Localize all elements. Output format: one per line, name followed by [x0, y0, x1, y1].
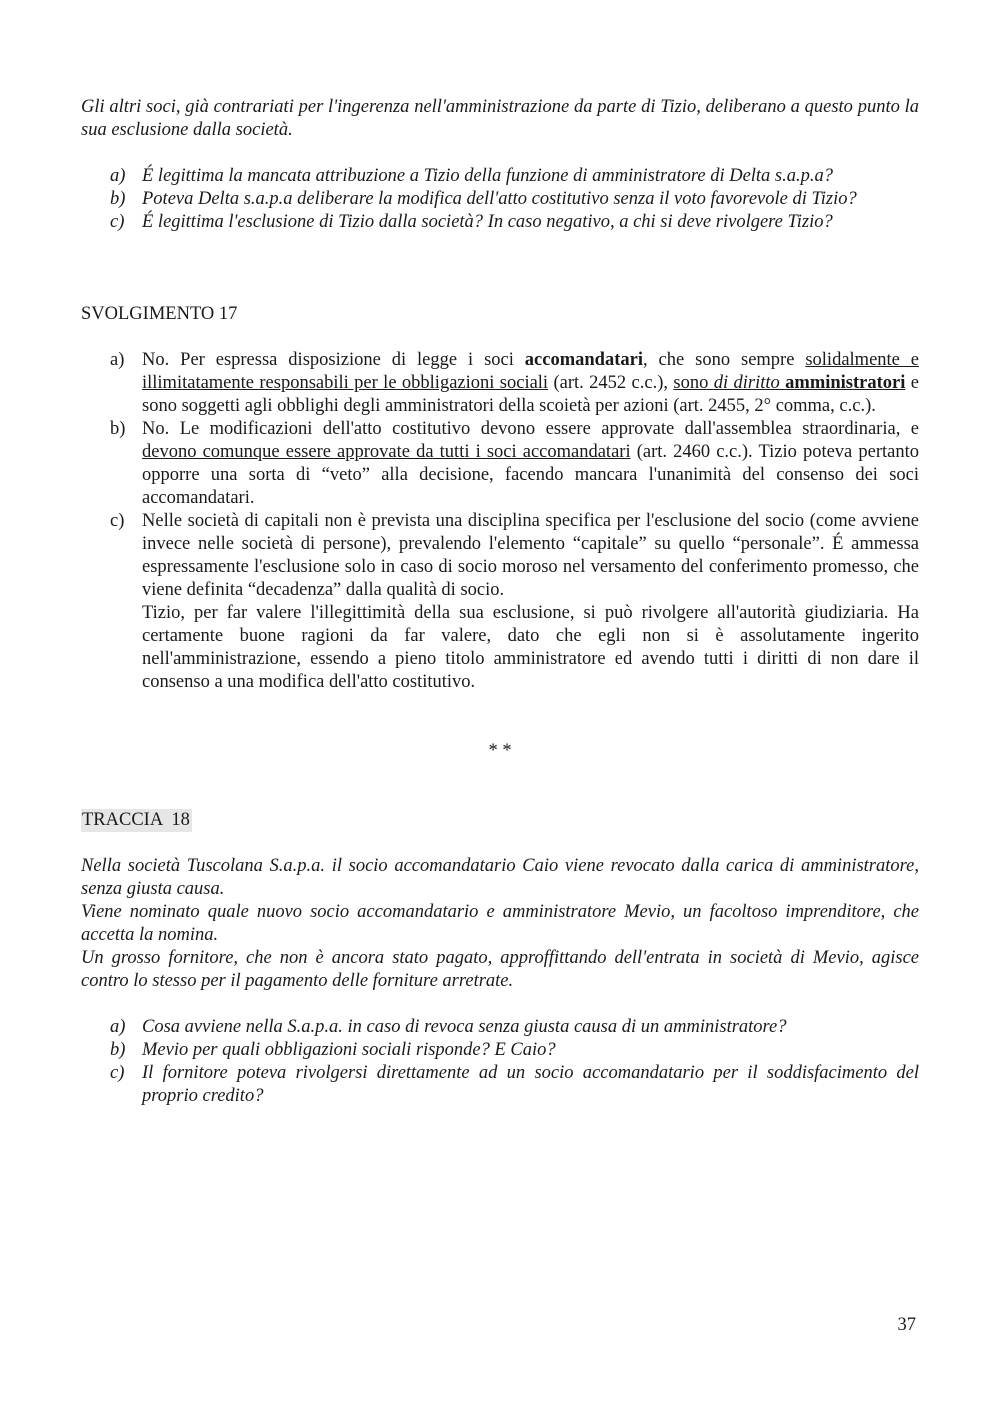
document-page — [81, 96, 919, 1108]
answer-paragraph: Tizio, per far valere l'illegittimità della sua esclusione, si può rivolgere all'autorità giudiziaria. Ha certamente buone ragioni da far valere, dato che egli non si è assolutamente ingerito nell'amministrazione, essendo a pieno titolo amministratore ed avendo tutti i diritti di non dare il consenso a una modifica dell'atto costitutivo. — [142, 603, 919, 692]
bold-term: amministratori — [785, 373, 906, 393]
answer-item-b — [81, 418, 919, 510]
list-marker: b) — [110, 1040, 126, 1060]
question-text: Poteva Delta s.a.p.a deliberare la modifica dell'atto costitutivo senza il voto favorevole di Tizio? — [142, 189, 857, 209]
list-marker: c) — [110, 511, 125, 531]
answer-text: , che sono sempre — [642, 350, 806, 370]
answer-item-a — [81, 349, 919, 418]
traccia-heading — [81, 809, 919, 832]
traccia-paragraph: Viene nominato quale nuovo socio accomandatario e amministratore Mevio, un facoltoso imprenditore, che accetta la nomina. — [81, 902, 919, 945]
list-marker: a) — [110, 1017, 126, 1037]
question-text: Cosa avviene nella S.a.p.a. in caso di revoca senza giusta causa di un amministratore? — [142, 1017, 787, 1037]
question-text: Il fornitore poteva rivolgersi direttamente ad un socio accomandatario per il soddisfacimento del proprio credito? — [142, 1063, 919, 1106]
traccia-heading-label: TRACCIA 18 — [82, 810, 190, 830]
answer-text: (art. 2452 c.c.), — [548, 373, 674, 393]
underlined-text: devono comunque essere approvate da tutti i soci accomandatari — [142, 442, 631, 462]
questions-list-17 — [81, 165, 919, 234]
answer-text: No. Le modificazioni dell'atto costitutivo devono essere approvate dall'assemblea straordinaria, e — [142, 419, 919, 439]
bold-term: accomandatari — [524, 350, 643, 370]
underlined-text: solidalmente e illimitatamente responsabili per le obbligazioni sociali — [142, 350, 920, 393]
underlined-text: sono — [673, 373, 714, 393]
traccia-text — [81, 855, 919, 993]
question-text: Mevio per quali obbligazioni sociali risponde? E Caio? — [142, 1040, 556, 1060]
svolgimento-heading: SVOLGIMENTO 17 — [81, 304, 238, 324]
answer-text: e sono soggetti agli obblighi degli amministratori della scoietà per azioni (art. 2455, 2° comma, c.c.). — [142, 373, 920, 416]
question-text: É legittima la mancata attribuzione a Tizio della funzione di amministratore di Delta s.a.p.a? — [142, 166, 834, 186]
answer-text: No. Per espressa disposizione di legge i soci — [142, 350, 525, 370]
traccia-paragraph: Nella società Tuscolana S.a.p.a. il socio accomandatario Caio viene revocato dalla carica di amministratore, senza giusta causa. — [81, 856, 919, 899]
list-marker: b) — [110, 189, 126, 209]
question-item — [81, 1062, 919, 1108]
section-separator: * * — [488, 741, 512, 761]
question-item — [81, 1016, 919, 1039]
question-item — [81, 188, 919, 211]
question-item — [81, 165, 919, 188]
question-item — [81, 211, 919, 234]
list-marker: c) — [110, 1063, 125, 1083]
question-item — [81, 1039, 919, 1062]
italic-term: di diritto — [713, 373, 780, 393]
list-marker: b) — [110, 419, 126, 439]
answer-text: (art. 2460 c.c.). Tizio poteva pertanto opporre una sorta di “veto” alla decisione, facendo mancara l'unanimità del consenso dei soci accomandatari. — [142, 442, 919, 508]
question-text: É legittima l'esclusione di Tizio dalla società? In caso negativo, a chi si deve rivolgere Tizio? — [142, 212, 833, 232]
list-marker: a) — [110, 350, 125, 370]
answers-list — [81, 349, 919, 694]
traccia-paragraph: Un grosso fornitore, che non è ancora stato pagato, approffittando dell'entrata in società di Mevio, agisce contro lo stesso per il pagamento delle forniture arretrate. — [81, 948, 919, 991]
answer-item-c — [81, 510, 919, 694]
answer-paragraph: Nelle società di capitali non è prevista una disciplina specifica per l'esclusione del socio (come avviene invece nelle società di persone), prevalendo l'elemento “capitale” su quello “personale”. É ammessa espressamente l'esclusione solo in caso di socio moroso nel versamento del conferimento promesso, che viene definita “decadenza” dalla qualità di socio. — [142, 511, 919, 600]
questions-list-18 — [81, 1016, 919, 1108]
page-number: 37 — [897, 1315, 916, 1335]
list-marker: a) — [110, 166, 126, 186]
list-marker: c) — [110, 212, 125, 232]
underlined-text — [673, 373, 905, 393]
intro-paragraph: Gli altri soci, già contrariati per l'ingerenza nell'amministrazione da parte di Tizio, deliberano a questo punto la sua esclusione dalla società. — [81, 97, 919, 140]
